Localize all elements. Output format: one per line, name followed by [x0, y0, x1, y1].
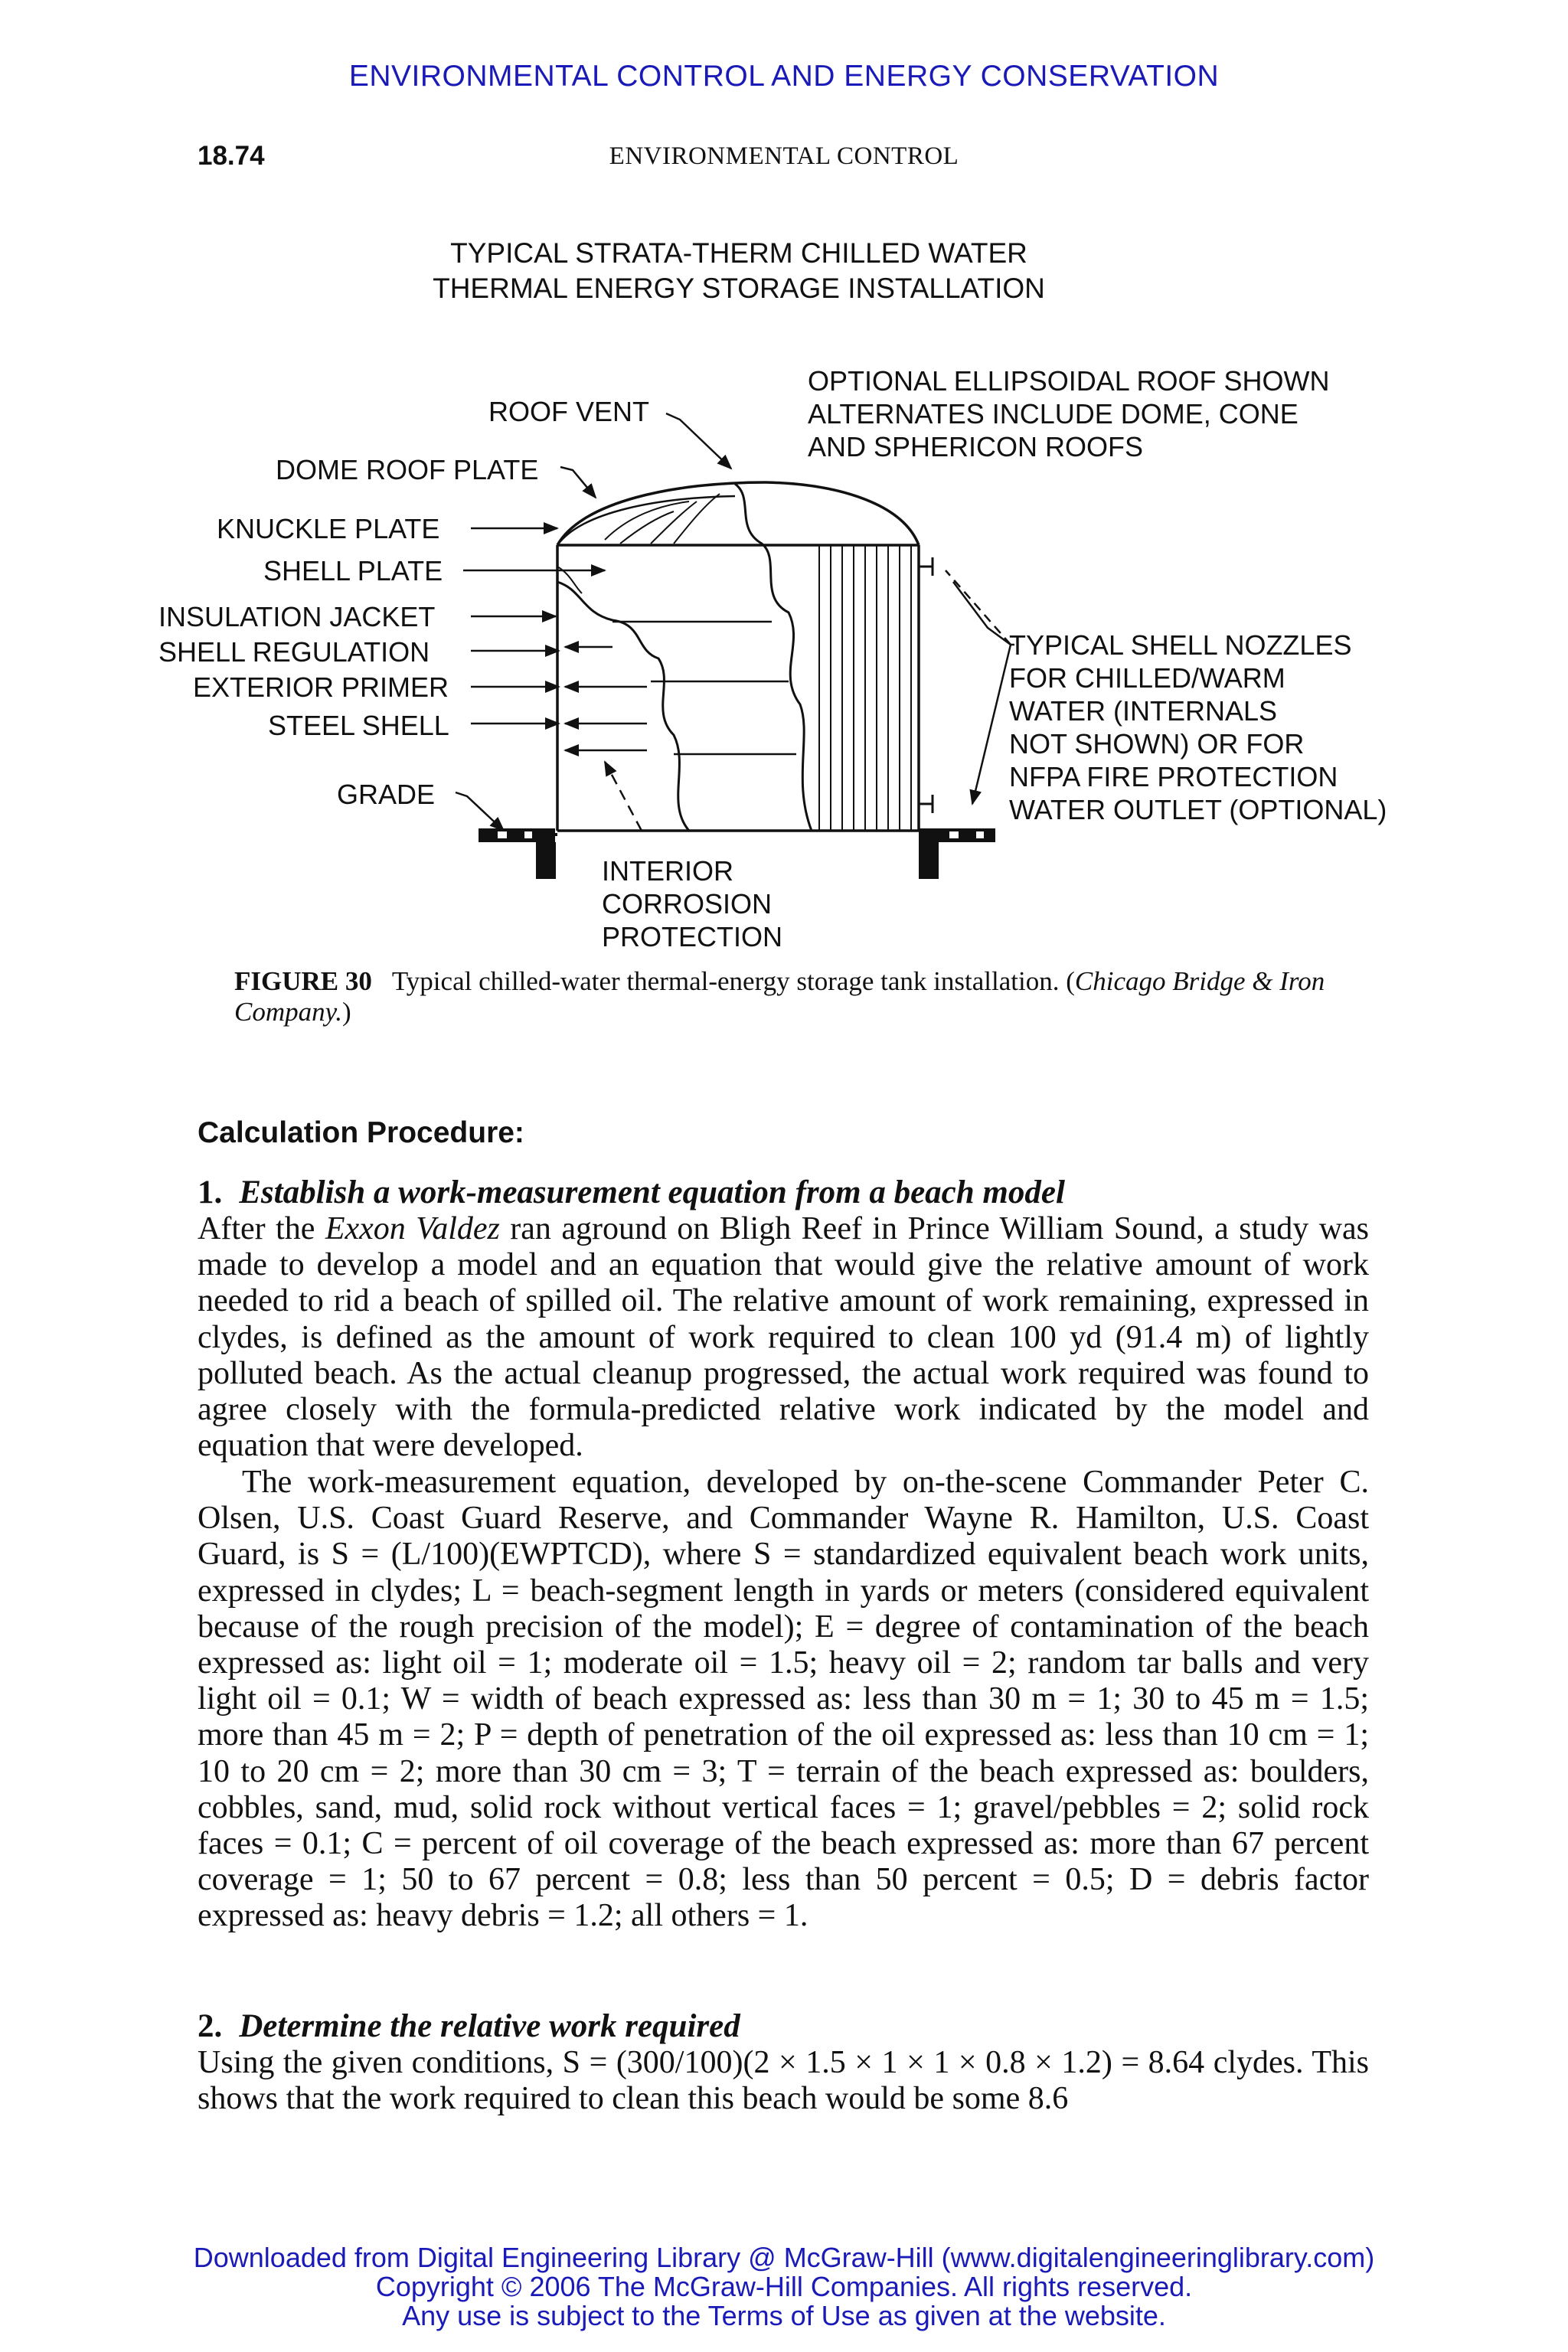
figure-caption: [234, 966, 1352, 1027]
footer-line-3: Any use is subject to the Terms of Use as given at the website.: [402, 2300, 1166, 2331]
step-1-title: Establish a work-measurement equation from a beach model: [239, 1174, 1065, 1210]
label-exterior-primer: EXTERIOR PRIMER: [193, 671, 449, 703]
footer-line-1[interactable]: Downloaded from Digital Engineering Library @ McGraw-Hill (www.digitalengineeringlibrary.com): [193, 2242, 1375, 2273]
label-steel-shell: STEEL SHELL: [268, 710, 449, 741]
section-heading: Calculation Procedure:: [198, 1116, 524, 1149]
label-optional-roof-1: OPTIONAL ELLIPSOIDAL ROOF SHOWN: [808, 365, 1330, 397]
paragraph-2: The work-measurement equation, developed by on-the-scene Commander Peter C. Olsen, U.S. Coast Guard Reserve, and Commander Wayne R. Hamilton, U.S. Coast Guard, is S = (L/100)(EWPTCD), where S = standardized equivalent beach work units, expressed in clydes; L = beach-segment length in yards or meters (considered equivalent because of the rough precision of the model); E = degree of contamination of the beach expressed as: light oil = 1; moderate oil = 1.5; heavy oil = 2; random tar balls and very light oil = 0.1; W = width of beach expressed as: less than 30 m = 1; 30 to 45 m = 1.5; more than 45 m = 2; P = depth of penetration of the oil expressed as: less than 10 cm = 1; 10 to 20 cm = 2; more than 30 cm = 3; T = terrain of the beach expressed as: boulders, cobbles, sand, mud, solid rock without vertical faces = 1; gravel/pebbles = 2; solid rock faces = 0.1; C = percent of oil coverage of the beach expressed as: more than 67 percent coverage = 1; 50 to 67 percent = 0.8; less than 50 percent = 0.5; D = debris factor expressed as: heavy debris = 1.2; all others = 1.: [198, 1465, 1369, 1934]
figure-title: [0, 236, 1478, 306]
paragraph-3: Using the given conditions, S = (300/100)(2 × 1.5 × 1 × 1 × 0.8 × 1.2) = 8.64 clydes. This shows that the work required to clean this beach would be some 8.6: [198, 2045, 1369, 2117]
page-number: 18.74: [198, 141, 265, 171]
label-dome-roof-plate: DOME ROOF PLATE: [276, 454, 539, 485]
label-nozzles-1: TYPICAL SHELL NOZZLES: [1009, 629, 1352, 661]
label-interior-1: INTERIOR: [602, 855, 734, 887]
caption-source: Chicago Bridge & Iron Company.: [234, 966, 1325, 1027]
caption-label: FIGURE 30: [234, 966, 372, 996]
label-shell-plate: SHELL PLATE: [263, 555, 443, 586]
ship-name: Exxon Valdez: [325, 1211, 500, 1246]
label-knuckle-plate: KNUCKLE PLATE: [217, 513, 440, 544]
label-insulation-jacket: INSULATION JACKET: [158, 601, 436, 632]
step-1-number: 1.: [198, 1174, 223, 1210]
label-roof-vent: ROOF VENT: [488, 396, 650, 427]
label-nozzles-5: NFPA FIRE PROTECTION: [1009, 761, 1338, 792]
figure-title-line-1: TYPICAL STRATA-THERM CHILLED WATER: [450, 237, 1027, 269]
step-2-number: 2.: [198, 2008, 223, 2044]
label-interior-2: CORROSION: [602, 888, 773, 920]
step-2-title: Determine the relative work required: [239, 2008, 740, 2044]
label-optional-roof-2: ALTERNATES INCLUDE DOME, CONE: [808, 398, 1298, 430]
footer-line-2: Copyright © 2006 The McGraw-Hill Companies. All rights reserved.: [375, 2271, 1193, 2302]
label-optional-roof-3: AND SPHERICON ROOFS: [808, 431, 1144, 462]
paragraph-1-start: After the: [198, 1211, 325, 1246]
footer: [0, 2243, 1568, 2331]
header-title: ENVIRONMENTAL CONTROL AND ENERGY CONSERVATION: [348, 60, 1220, 93]
figure-title-line-2: THERMAL ENERGY STORAGE INSTALLATION: [433, 273, 1045, 304]
step-2-heading: [198, 2007, 740, 2045]
running-head: ENVIRONMENTAL CONTROL: [609, 142, 959, 170]
label-grade: GRADE: [337, 779, 436, 810]
label-nozzles-2: FOR CHILLED/WARM: [1009, 662, 1285, 694]
caption-text: Typical chilled-water thermal-energy storage tank installation. (: [391, 966, 1075, 996]
tank-diagram: [145, 337, 1447, 957]
paragraph-1: [198, 1211, 1369, 1464]
label-nozzles-4: NOT SHOWN) OR FOR: [1009, 728, 1305, 760]
label-nozzles-3: WATER (INTERNALS: [1009, 695, 1278, 727]
label-interior-3: PROTECTION: [602, 921, 783, 952]
label-nozzles-6: WATER OUTLET (OPTIONAL): [1009, 794, 1387, 825]
step-1-heading: [198, 1174, 1065, 1211]
paragraph-1-rest: ran aground on Bligh Reef in Prince William Sound, a study was made to develop a model and an equation that would give the relative amount of work needed to rid a beach of spilled oil. The relative amount of work remaining, expressed in clydes, is defined as the amount of work required to clean 100 yd (91.4 m) of lightly polluted beach. As the actual cleanup progressed, the actual work required was found to agree closely with the formula-predicted relative work indicated by the model and equation that were developed.: [198, 1211, 1370, 1464]
label-shell-regulation: SHELL REGULATION: [158, 636, 430, 668]
caption-close: ): [341, 997, 351, 1027]
